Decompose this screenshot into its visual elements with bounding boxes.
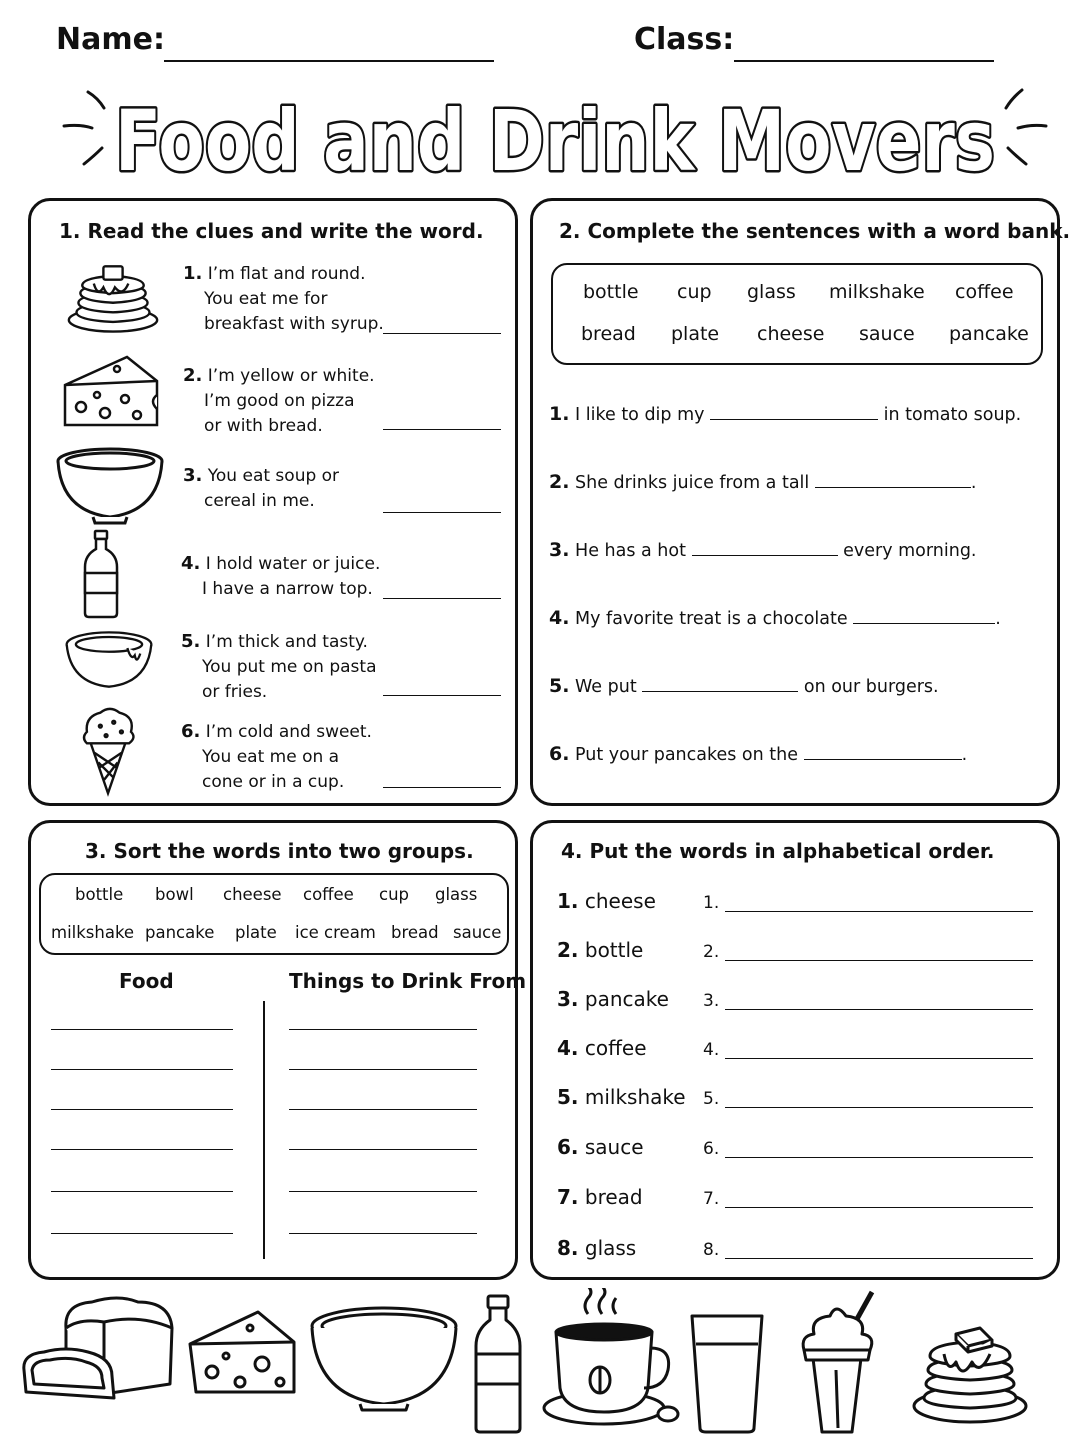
- answer-number: 4.: [703, 1040, 720, 1060]
- clue-6: 6. I’m cold and sweet. You eat me on a cone or in a cup.: [181, 721, 372, 792]
- bank-word: coffee: [955, 281, 1014, 303]
- section-1-title: 1. Read the clues and write the word.: [59, 219, 484, 243]
- sentence-5-blank[interactable]: [642, 678, 798, 692]
- bank-word: cheese: [757, 323, 825, 345]
- food-column-header: Food: [119, 969, 174, 993]
- sort-word: ice cream: [295, 923, 376, 942]
- alpha-answer-line[interactable]: [725, 1058, 1033, 1059]
- alpha-answer-line[interactable]: [725, 1107, 1033, 1108]
- page-title: [60, 78, 1050, 190]
- drink-line[interactable]: [289, 1233, 477, 1234]
- sparkle-right-icon: [1006, 90, 1046, 164]
- bottle-icon: [81, 529, 121, 619]
- sparkle-left-icon: [64, 92, 104, 164]
- bread-icon: [24, 1298, 172, 1398]
- clue-4: 4. I hold water or juice. I have a narrow top.: [181, 553, 381, 599]
- alpha-word-5: 5. milkshake: [557, 1085, 686, 1109]
- sort-word: pancake: [145, 923, 215, 942]
- glass-icon: [692, 1316, 762, 1432]
- answer-number: 6.: [703, 1139, 720, 1159]
- alpha-answer-line[interactable]: [725, 911, 1033, 912]
- sentence-1-blank[interactable]: [710, 406, 878, 420]
- sort-word: bottle: [75, 885, 124, 904]
- sort-word-bank: [39, 873, 509, 955]
- food-line[interactable]: [51, 1149, 233, 1150]
- sort-word: coffee: [303, 885, 354, 904]
- clue-6-answer-line[interactable]: [383, 787, 501, 788]
- answer-number: 2.: [703, 942, 720, 962]
- alpha-word-4: 4. coffee: [557, 1036, 647, 1060]
- sort-word: bread: [391, 923, 439, 942]
- drink-line[interactable]: [289, 1191, 477, 1192]
- sort-word: milkshake: [51, 923, 135, 942]
- food-line[interactable]: [51, 1029, 233, 1030]
- bowl-icon: [53, 445, 167, 525]
- sort-word: plate: [235, 923, 277, 942]
- sort-word: glass: [435, 885, 478, 904]
- answer-number: 1.: [703, 893, 720, 913]
- section-1-panel: [28, 198, 518, 806]
- bank-word: sauce: [859, 323, 915, 345]
- bank-word: bread: [581, 323, 636, 345]
- cheese-icon: [61, 351, 161, 431]
- sauce-icon: [63, 627, 155, 693]
- sentence-5: 5. We put on our burgers.: [549, 675, 939, 697]
- section-3-title: 3. Sort the words into two groups.: [85, 839, 474, 863]
- clue-2: 2. I’m yellow or white. I’m good on pizza or with bread.: [183, 365, 375, 436]
- sentence-3: 3. He has a hot every morning.: [549, 539, 977, 561]
- food-line[interactable]: [51, 1109, 233, 1110]
- sort-word: sauce: [453, 923, 502, 942]
- clue-5-answer-line[interactable]: [383, 695, 501, 696]
- section-2-panel: [530, 198, 1071, 806]
- name-label: Name:: [56, 22, 165, 57]
- sentence-4-blank[interactable]: [853, 610, 995, 624]
- title-text: Food and Drink Movers: [115, 92, 995, 190]
- clue-5: 5. I’m thick and tasty. You put me on pasta or fries.: [181, 631, 377, 702]
- sentence-6: 6. Put your pancakes on the .: [549, 743, 968, 765]
- bowl-icon: [312, 1308, 456, 1410]
- sentence-1: 1. I like to dip my in tomato soup.: [549, 403, 1022, 425]
- clue-3-answer-line[interactable]: [383, 512, 501, 513]
- answer-number: 7.: [703, 1189, 720, 1209]
- clue-3: 3. You eat soup or cereal in me.: [183, 465, 340, 511]
- answer-number: 3.: [703, 991, 720, 1011]
- answer-number: 5.: [703, 1089, 720, 1109]
- sort-word: cheese: [223, 885, 282, 904]
- alpha-word-6: 6. sauce: [557, 1135, 644, 1159]
- food-line[interactable]: [51, 1191, 233, 1192]
- sort-word: bowl: [155, 885, 194, 904]
- cheese-icon: [190, 1312, 294, 1392]
- name-field[interactable]: [164, 60, 494, 62]
- ice-cream-icon: [79, 705, 137, 797]
- bottle-icon: [476, 1296, 520, 1432]
- bank-word: glass: [747, 281, 796, 303]
- section-3-panel: [28, 820, 527, 1280]
- coffee-cup-icon: [544, 1288, 678, 1424]
- drink-line[interactable]: [289, 1069, 477, 1070]
- column-divider: [263, 1001, 265, 1259]
- footer-icons: [0, 1288, 1086, 1438]
- section-4-panel: [530, 820, 1060, 1280]
- section-2-title: 2. Complete the sentences with a word bank.: [559, 219, 1071, 243]
- alpha-answer-line[interactable]: [725, 1157, 1033, 1158]
- alpha-word-3: 3. pancake: [557, 987, 669, 1011]
- sentence-2: 2. She drinks juice from a tall .: [549, 471, 977, 493]
- food-line[interactable]: [51, 1233, 233, 1234]
- sentence-2-blank[interactable]: [815, 474, 971, 488]
- bank-word: bottle: [583, 281, 639, 303]
- sentence-3-blank[interactable]: [692, 542, 838, 556]
- section-4-title: 4. Put the words in alphabetical order.: [561, 839, 995, 863]
- milkshake-icon: [803, 1292, 872, 1432]
- sort-word: cup: [379, 885, 410, 904]
- bank-word: pancake: [949, 323, 1029, 345]
- class-field[interactable]: [734, 60, 994, 62]
- class-label: Class:: [634, 22, 735, 57]
- alpha-answer-line[interactable]: [725, 1009, 1033, 1010]
- drink-line[interactable]: [289, 1029, 477, 1030]
- clue-1: 1. I’m flat and round. You eat me for breakfast with syrup.: [183, 263, 384, 334]
- clue-2-answer-line[interactable]: [383, 429, 501, 430]
- bank-word: plate: [671, 323, 720, 345]
- drink-column-header: Things to Drink From: [289, 969, 527, 993]
- alpha-answer-line[interactable]: [725, 1258, 1033, 1259]
- bank-word: milkshake: [829, 281, 925, 303]
- clue-1-answer-line[interactable]: [383, 333, 501, 334]
- bank-word: cup: [677, 281, 712, 303]
- clue-4-answer-line[interactable]: [383, 598, 501, 599]
- food-line[interactable]: [51, 1069, 233, 1070]
- alpha-answer-line[interactable]: [725, 1207, 1033, 1208]
- sentence-6-blank[interactable]: [804, 746, 962, 760]
- alpha-word-2: 2. bottle: [557, 938, 644, 962]
- drink-line[interactable]: [289, 1109, 477, 1110]
- pancake-icon: [65, 257, 161, 337]
- alpha-answer-line[interactable]: [725, 960, 1033, 961]
- answer-number: 8.: [703, 1240, 720, 1260]
- word-bank: [551, 263, 1043, 365]
- alpha-word-8: 8. glass: [557, 1236, 637, 1260]
- drink-line[interactable]: [289, 1149, 477, 1150]
- alpha-word-1: 1. cheese: [557, 889, 656, 913]
- sentence-4: 4. My favorite treat is a chocolate .: [549, 607, 1001, 629]
- alpha-word-7: 7. bread: [557, 1185, 643, 1209]
- pancake-icon: [914, 1328, 1026, 1422]
